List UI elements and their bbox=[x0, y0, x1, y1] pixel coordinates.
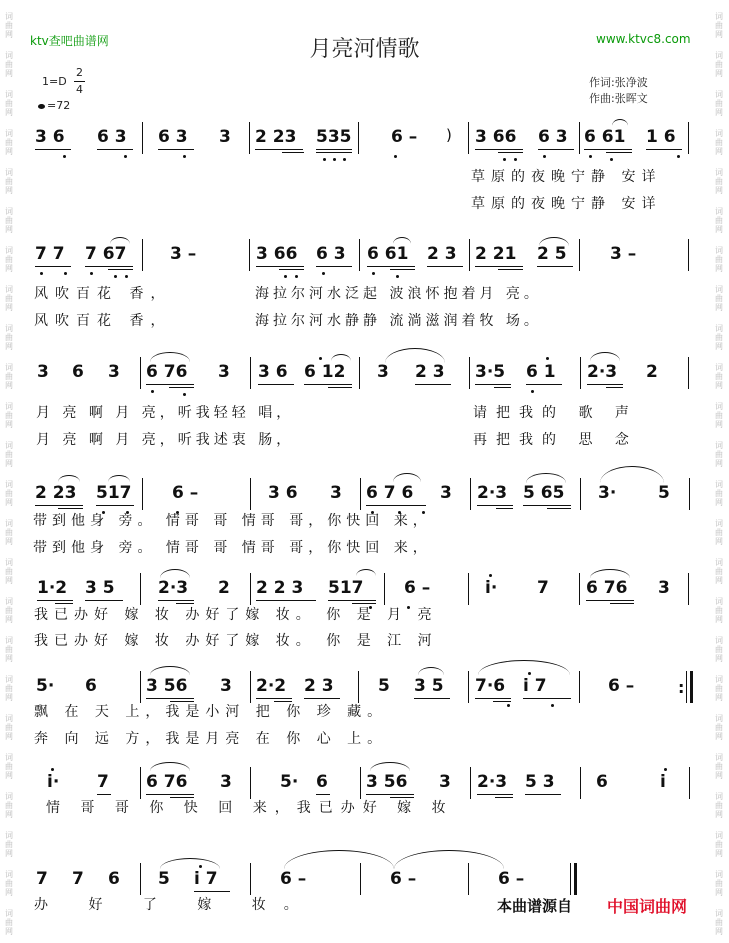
barline bbox=[249, 122, 250, 154]
source-label: 本曲谱源自 bbox=[497, 897, 573, 915]
quarter-note-icon bbox=[38, 104, 45, 109]
watermark-text: 词 曲 网 bbox=[715, 753, 723, 780]
lyrics-verse2: 带到他身 旁。 情哥 哥 情哥 哥，你快回 来， bbox=[33, 540, 432, 556]
note-group: 6 bbox=[596, 772, 608, 792]
barline bbox=[142, 122, 143, 154]
note-group: 3 56 bbox=[146, 676, 188, 696]
note-group: 7 bbox=[72, 869, 84, 889]
barline bbox=[250, 478, 251, 510]
note-group: 6 76 bbox=[146, 772, 188, 792]
note-group: 7·6 bbox=[475, 676, 506, 696]
barline bbox=[570, 863, 571, 895]
brand-link[interactable]: 中国词曲网 bbox=[607, 897, 688, 916]
barline bbox=[250, 767, 251, 799]
lyrics-verse2: 奔 向 远 方，我是月亮 在 你 心 上。 bbox=[34, 731, 388, 747]
watermark-text: 词 曲 网 bbox=[5, 363, 13, 390]
note-group: 5· bbox=[36, 676, 55, 696]
barline bbox=[468, 122, 469, 154]
note-group: 3· bbox=[598, 483, 617, 503]
watermark-text: 词 曲 网 bbox=[715, 324, 723, 351]
time-signature-bottom: 4 bbox=[76, 83, 83, 96]
watermark-left bbox=[2, 0, 16, 943]
barline bbox=[140, 767, 141, 799]
barline bbox=[686, 671, 687, 703]
barline bbox=[470, 478, 471, 510]
barline bbox=[470, 767, 471, 799]
note-group: 6 – bbox=[391, 127, 418, 147]
note-group: 3 bbox=[330, 483, 342, 503]
watermark-text: 词 曲 网 bbox=[5, 636, 13, 663]
note-group: 3 – bbox=[170, 244, 197, 264]
barline bbox=[140, 357, 141, 389]
site-url-right[interactable]: www.ktvc8.com bbox=[596, 32, 691, 46]
barline bbox=[360, 767, 361, 799]
barline bbox=[579, 671, 580, 703]
site-name-left[interactable]: ktv查吧曲谱网 bbox=[30, 34, 109, 48]
note-group: 5 3 bbox=[525, 772, 555, 792]
note-group: 2 3 bbox=[304, 676, 334, 696]
lyricist: 作词:张净波 bbox=[589, 76, 648, 89]
note-group: 3 56 bbox=[366, 772, 408, 792]
note-group: 6 bbox=[72, 362, 84, 382]
watermark-text: 词 曲 网 bbox=[715, 675, 723, 702]
barline bbox=[689, 767, 690, 799]
watermark-text: 词 曲 网 bbox=[715, 90, 723, 117]
note-group: 3 bbox=[439, 772, 451, 792]
watermark-text: 词 曲 网 bbox=[715, 714, 723, 741]
watermark-text: 词 曲 网 bbox=[5, 831, 13, 858]
note-group: 6 – bbox=[280, 869, 307, 889]
composer: 作曲:张晖文 bbox=[589, 92, 648, 105]
watermark-text: 词 曲 网 bbox=[715, 441, 723, 468]
watermark-text: 词 曲 网 bbox=[715, 519, 723, 546]
note-group: 6 bbox=[316, 772, 328, 792]
watermark-text: 词 曲 网 bbox=[5, 675, 13, 702]
repeat-colon: : bbox=[678, 678, 685, 697]
watermark-text: 词 曲 网 bbox=[5, 870, 13, 897]
barline bbox=[360, 478, 361, 510]
time-signature-top: 2 bbox=[76, 66, 83, 79]
note-group: 7 bbox=[36, 869, 48, 889]
note-group: 3 bbox=[37, 362, 49, 382]
watermark-text: 词 曲 网 bbox=[5, 246, 13, 273]
barline bbox=[140, 863, 141, 895]
note-group: 6 61 bbox=[367, 244, 409, 264]
note-group: 6 76 bbox=[146, 362, 188, 382]
watermark-text: 词 曲 网 bbox=[5, 558, 13, 585]
barline bbox=[688, 357, 689, 389]
barline bbox=[359, 239, 360, 271]
watermark-text: 词 曲 网 bbox=[715, 480, 723, 507]
note-group: i 7 bbox=[194, 869, 218, 889]
note-group: 1·2 bbox=[37, 578, 68, 598]
note-group: 6 bbox=[108, 869, 120, 889]
watermark-text: 词 曲 网 bbox=[715, 597, 723, 624]
note-group: 6 7 6 bbox=[366, 483, 414, 503]
watermark-text: 词 曲 网 bbox=[5, 207, 13, 234]
note-group: i 7 bbox=[523, 676, 547, 696]
watermark-text: 词 曲 网 bbox=[5, 597, 13, 624]
barline bbox=[140, 573, 141, 605]
note-group: 3 66 bbox=[256, 244, 298, 264]
watermark-text: 词 曲 网 bbox=[715, 363, 723, 390]
note-group: i bbox=[660, 772, 666, 792]
watermark-text: 词 曲 网 bbox=[5, 714, 13, 741]
note-group: 2 bbox=[218, 578, 230, 598]
note-group: 2 5 bbox=[537, 244, 567, 264]
note-group: 6 61 bbox=[584, 127, 626, 147]
note-group: 6 – bbox=[498, 869, 525, 889]
lyrics-verse1: 草原的夜晚宁静 安详 bbox=[471, 169, 662, 185]
repeat-paren: ) bbox=[446, 126, 452, 144]
watermark-text: 词 曲 网 bbox=[715, 831, 723, 858]
lyrics-verse2: 草原的夜晚宁静 安详 bbox=[471, 196, 662, 212]
note-group: 5 bbox=[658, 483, 670, 503]
watermark-text: 词 曲 网 bbox=[715, 792, 723, 819]
note-group: 3 6 bbox=[258, 362, 288, 382]
barline bbox=[580, 478, 581, 510]
lyrics-verse2: 我已办好 嫁 妆 办好了嫁 妆。 你 是 江 河 bbox=[34, 633, 438, 649]
watermark-text: 词 曲 网 bbox=[5, 12, 13, 39]
note-group: 7 bbox=[537, 578, 549, 598]
note-group: 3 5 bbox=[414, 676, 444, 696]
watermark-text: 词 曲 网 bbox=[715, 870, 723, 897]
note-group: 3 bbox=[220, 676, 232, 696]
watermark-text: 词 曲 网 bbox=[5, 324, 13, 351]
barline bbox=[359, 357, 360, 389]
note-group: 2·3 bbox=[158, 578, 189, 598]
barline bbox=[250, 573, 251, 605]
note-group: 5· bbox=[280, 772, 299, 792]
watermark-text: 词 曲 网 bbox=[5, 90, 13, 117]
note-group: 6 12 bbox=[304, 362, 346, 382]
watermark-text: 词 曲 网 bbox=[715, 636, 723, 663]
note-group: 3 – bbox=[610, 244, 637, 264]
lyrics-verse1: 海拉尔河水泛起 波浪怀抱着月 亮。 bbox=[255, 286, 542, 302]
note-group: 7 7 bbox=[35, 244, 65, 264]
lyrics-verse1: 月 亮 啊 月 亮，听我轻轻 唱， bbox=[36, 405, 295, 421]
watermark-text: 词 曲 网 bbox=[715, 246, 723, 273]
note-group: 2·3 bbox=[477, 483, 508, 503]
note-group: 3·5 bbox=[475, 362, 506, 382]
note-group: 3 bbox=[108, 362, 120, 382]
watermark-text: 词 曲 网 bbox=[715, 51, 723, 78]
lyrics-verse2: 风吹百花 香， bbox=[34, 313, 172, 329]
note-group: 2 23 bbox=[255, 127, 297, 147]
note-group: 6 3 bbox=[538, 127, 568, 147]
barline bbox=[250, 863, 251, 895]
watermark-text: 词 曲 网 bbox=[5, 129, 13, 156]
note-group: 3 bbox=[658, 578, 670, 598]
note-group: 7 bbox=[97, 772, 109, 792]
lyrics-verse1: 飘 在 天 上，我是小河 把 你 珍 藏。 bbox=[34, 704, 388, 720]
note-group: 6 3 bbox=[97, 127, 127, 147]
watermark-text: 词 曲 网 bbox=[715, 909, 723, 936]
barline bbox=[249, 239, 250, 271]
watermark-text: 词 曲 网 bbox=[5, 51, 13, 78]
watermark-text: 词 曲 网 bbox=[5, 480, 13, 507]
note-group: 2 2 3 bbox=[256, 578, 304, 598]
note-group: 3 6 bbox=[35, 127, 65, 147]
watermark-text: 词 曲 网 bbox=[5, 753, 13, 780]
watermark-text: 词 曲 网 bbox=[715, 285, 723, 312]
watermark-text: 词 曲 网 bbox=[5, 285, 13, 312]
barline bbox=[468, 671, 469, 703]
note-group: 6 – bbox=[172, 483, 199, 503]
note-group: 6 3 bbox=[316, 244, 346, 264]
note-group: 3 bbox=[220, 772, 232, 792]
note-group: 2 3 bbox=[427, 244, 457, 264]
note-group: 5 bbox=[158, 869, 170, 889]
note-group: 3 bbox=[218, 362, 230, 382]
barline bbox=[688, 239, 689, 271]
key-signature: 1=D bbox=[42, 75, 67, 88]
note-group: 2·3 bbox=[587, 362, 618, 382]
note-group: 2 21 bbox=[475, 244, 517, 264]
note-group: 6 76 bbox=[586, 578, 628, 598]
barline bbox=[358, 122, 359, 154]
note-group: 3 bbox=[377, 362, 389, 382]
note-group: 7 67 bbox=[85, 244, 127, 264]
note-group: 517 bbox=[96, 483, 132, 503]
barline-final bbox=[690, 671, 693, 703]
barline bbox=[688, 573, 689, 605]
barline-final bbox=[574, 863, 577, 895]
note-group: 6 3 bbox=[158, 127, 188, 147]
watermark-text: 词 曲 网 bbox=[5, 909, 13, 936]
barline bbox=[142, 478, 143, 510]
barline bbox=[250, 671, 251, 703]
note-group: 2 bbox=[646, 362, 658, 382]
note-group: 3 6 bbox=[268, 483, 298, 503]
watermark-text: 词 曲 网 bbox=[715, 12, 723, 39]
note-group: 1 6 bbox=[646, 127, 676, 147]
note-group: 3 bbox=[219, 127, 231, 147]
note-group: 2 3 bbox=[415, 362, 445, 382]
watermark-text: 词 曲 网 bbox=[5, 519, 13, 546]
note-group: 3 66 bbox=[475, 127, 517, 147]
barline bbox=[579, 573, 580, 605]
lyrics-verse1: 办 好 了 嫁 妆。 bbox=[34, 897, 316, 913]
note-group: 3 bbox=[440, 483, 452, 503]
lyrics-verse2: 海拉尔河水静静 流淌滋润着牧 场。 bbox=[255, 313, 542, 329]
watermark-text: 词 曲 网 bbox=[5, 441, 13, 468]
barline bbox=[579, 239, 580, 271]
barline bbox=[140, 671, 141, 703]
note-group: 6 bbox=[85, 676, 97, 696]
note-group: 5 65 bbox=[523, 483, 565, 503]
barline bbox=[580, 767, 581, 799]
note-group: 3 5 bbox=[85, 578, 115, 598]
watermark-text: 词 曲 网 bbox=[5, 792, 13, 819]
barline bbox=[358, 671, 359, 703]
note-group: 6 – bbox=[608, 676, 635, 696]
note-group: 6 – bbox=[390, 869, 417, 889]
lyrics-verse1: 请把我的 歌 声 bbox=[473, 405, 638, 421]
note-group: 6 1 bbox=[526, 362, 556, 382]
note-group: 2·3 bbox=[477, 772, 508, 792]
lyrics-verse2: 月 亮 啊 月 亮，听我述衷 肠， bbox=[36, 432, 295, 448]
note-group: 535 bbox=[316, 127, 352, 147]
note-group: 2 23 bbox=[35, 483, 77, 503]
note-group: i· bbox=[485, 578, 498, 598]
lyrics-verse1: 我已办好 嫁 妆 办好了嫁 妆。 你 是 月 亮 bbox=[34, 607, 438, 623]
barline bbox=[469, 239, 470, 271]
barline bbox=[469, 357, 470, 389]
lyrics-verse2: 再把我的 思 念 bbox=[473, 432, 638, 448]
time-signature-line bbox=[74, 81, 85, 82]
watermark-text: 词 曲 网 bbox=[715, 168, 723, 195]
tempo: =72 bbox=[47, 99, 71, 112]
barline bbox=[688, 122, 689, 154]
note-group: 5 bbox=[378, 676, 390, 696]
barline bbox=[689, 478, 690, 510]
barline bbox=[142, 239, 143, 271]
lyrics-verse1: 带到他身 旁。 情哥 哥 情哥 哥，你快回 来， bbox=[33, 513, 432, 529]
watermark-text: 词 曲 网 bbox=[715, 207, 723, 234]
barline bbox=[579, 122, 580, 154]
barline bbox=[250, 357, 251, 389]
note-group: 517 bbox=[328, 578, 364, 598]
barline bbox=[580, 357, 581, 389]
note-group: 2·2 bbox=[256, 676, 287, 696]
page-title: 月亮河情歌 bbox=[309, 37, 420, 62]
watermark-text: 词 曲 网 bbox=[5, 168, 13, 195]
lyrics-verse1: 风吹百花 香， bbox=[34, 286, 172, 302]
note-group: 6 – bbox=[404, 578, 431, 598]
lyrics-verse1: 情 哥 哥 你 快 回 来，我已办好 嫁 妆 bbox=[46, 800, 454, 816]
watermark-text: 词 曲 网 bbox=[715, 558, 723, 585]
watermark-text: 词 曲 网 bbox=[715, 129, 723, 156]
barline bbox=[384, 573, 385, 605]
note-group: i· bbox=[47, 772, 60, 792]
barline bbox=[468, 573, 469, 605]
watermark-text: 词 曲 网 bbox=[5, 402, 13, 429]
watermark-text: 词 曲 网 bbox=[715, 402, 723, 429]
watermark-right bbox=[712, 0, 726, 943]
